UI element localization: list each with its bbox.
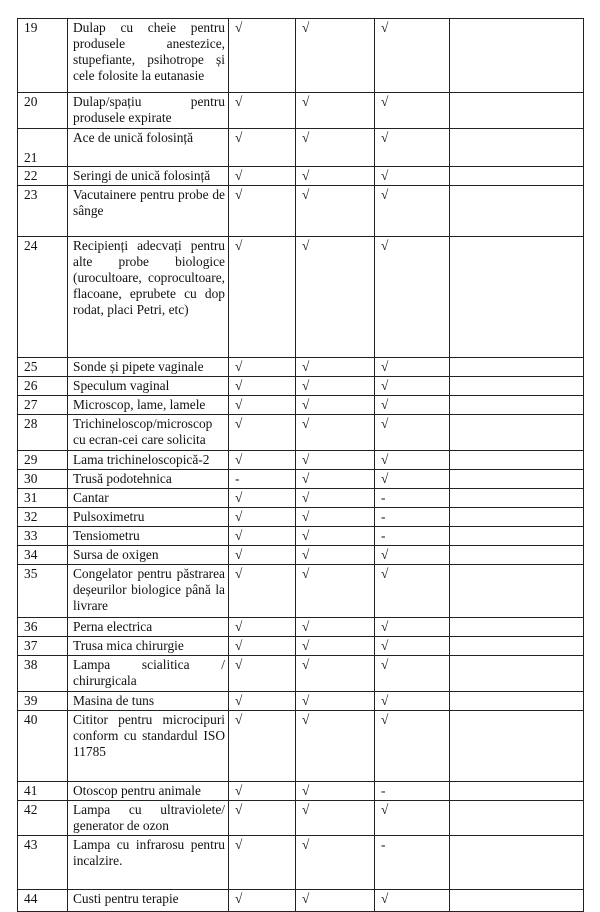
- item-description: Cititor pentru microcipuri conform cu standardul ISO 11785: [68, 711, 229, 782]
- table-row: [18, 836, 584, 890]
- mark-col3: -: [375, 508, 450, 527]
- row-number: 19: [18, 19, 68, 93]
- item-description: Perna electrica: [68, 618, 229, 637]
- mark-col3: √: [375, 93, 450, 129]
- row-number: 38: [18, 656, 68, 692]
- mark-col3: √: [375, 546, 450, 565]
- row-number: 35: [18, 565, 68, 618]
- row-number: 25: [18, 358, 68, 377]
- item-description: Otoscop pentru animale: [68, 782, 229, 801]
- mark-col2: √: [296, 19, 375, 93]
- mark-col3: √: [375, 451, 450, 470]
- mark-col3: √: [375, 186, 450, 237]
- table-row: [18, 93, 584, 129]
- mark-col3: √: [375, 890, 450, 912]
- item-description: Trusa mica chirurgie: [68, 637, 229, 656]
- table-row: [18, 656, 584, 692]
- mark-col4: [450, 546, 584, 565]
- mark-col3: √: [375, 129, 450, 167]
- table-row: [18, 358, 584, 377]
- mark-col2: √: [296, 167, 375, 186]
- row-number: 23: [18, 186, 68, 237]
- mark-col2: √: [296, 656, 375, 692]
- mark-col4: [450, 396, 584, 415]
- mark-col3: √: [375, 167, 450, 186]
- mark-col2: √: [296, 358, 375, 377]
- mark-col2: √: [296, 836, 375, 890]
- table-row: [18, 508, 584, 527]
- row-number: 32: [18, 508, 68, 527]
- item-description: Tensiometru: [68, 527, 229, 546]
- table-row: [18, 637, 584, 656]
- table-row: [18, 396, 584, 415]
- mark-col3: √: [375, 377, 450, 396]
- item-description: Custi pentru terapie: [68, 890, 229, 912]
- mark-col2: √: [296, 527, 375, 546]
- table-row: [18, 801, 584, 836]
- table-row: [18, 711, 584, 782]
- row-number: 20: [18, 93, 68, 129]
- table-row: [18, 129, 584, 167]
- item-description: Lampa cu infrarosu pentru incalzire.: [68, 836, 229, 890]
- mark-col1: √: [229, 129, 296, 167]
- mark-col3: √: [375, 19, 450, 93]
- mark-col1: √: [229, 167, 296, 186]
- mark-col2: √: [296, 546, 375, 565]
- row-number: 43: [18, 836, 68, 890]
- mark-col4: [450, 836, 584, 890]
- row-number: 31: [18, 489, 68, 508]
- mark-col2: √: [296, 129, 375, 167]
- item-description: Dulap/spațiu pentru produsele expirate: [68, 93, 229, 129]
- row-number: 30: [18, 470, 68, 489]
- table-row: [18, 167, 584, 186]
- table-row: [18, 186, 584, 237]
- mark-col4: [450, 93, 584, 129]
- row-number: 37: [18, 637, 68, 656]
- row-number: 40: [18, 711, 68, 782]
- mark-col1: √: [229, 237, 296, 358]
- item-description: Pulsoximetru: [68, 508, 229, 527]
- mark-col1: √: [229, 782, 296, 801]
- mark-col1: √: [229, 489, 296, 508]
- item-description: Trichineloscop/microscop cu ecran-cei care solicita: [68, 415, 229, 451]
- table-row: [18, 237, 584, 358]
- mark-col3: √: [375, 692, 450, 711]
- row-number: 21: [18, 129, 68, 167]
- mark-col4: [450, 527, 584, 546]
- mark-col4: [450, 451, 584, 470]
- table-row: [18, 692, 584, 711]
- row-number: 29: [18, 451, 68, 470]
- mark-col2: √: [296, 377, 375, 396]
- mark-col1: √: [229, 546, 296, 565]
- mark-col2: √: [296, 782, 375, 801]
- mark-col3: √: [375, 656, 450, 692]
- row-number: 28: [18, 415, 68, 451]
- mark-col2: √: [296, 801, 375, 836]
- mark-col4: [450, 19, 584, 93]
- mark-col1: √: [229, 836, 296, 890]
- table-row: [18, 890, 584, 912]
- mark-col1: √: [229, 93, 296, 129]
- mark-col3: √: [375, 801, 450, 836]
- item-description: Lampa scialitica / chirurgicala: [68, 656, 229, 692]
- mark-col3: √: [375, 358, 450, 377]
- mark-col4: [450, 692, 584, 711]
- mark-col2: √: [296, 890, 375, 912]
- table-row: [18, 470, 584, 489]
- mark-col2: √: [296, 415, 375, 451]
- mark-col1: √: [229, 711, 296, 782]
- equipment-table: [17, 18, 584, 912]
- mark-col3: -: [375, 527, 450, 546]
- table-row: [18, 565, 584, 618]
- mark-col4: [450, 167, 584, 186]
- mark-col1: √: [229, 801, 296, 836]
- mark-col4: [450, 415, 584, 451]
- mark-col2: √: [296, 237, 375, 358]
- mark-col3: √: [375, 711, 450, 782]
- item-description: Cantar: [68, 489, 229, 508]
- mark-col4: [450, 237, 584, 358]
- mark-col3: √: [375, 565, 450, 618]
- mark-col3: -: [375, 489, 450, 508]
- item-description: Sonde și pipete vaginale: [68, 358, 229, 377]
- table-row: [18, 19, 584, 93]
- table-row: [18, 451, 584, 470]
- mark-col2: √: [296, 711, 375, 782]
- item-description: Masina de tuns: [68, 692, 229, 711]
- table-row: [18, 618, 584, 637]
- item-description: Recipienți adecvați pentru alte probe biologice (urocultoare, coprocultoare, flacoane, eprubete cu dop rodat, placi Petri, etc): [68, 237, 229, 358]
- mark-col4: [450, 890, 584, 912]
- mark-col1: √: [229, 618, 296, 637]
- mark-col3: √: [375, 618, 450, 637]
- mark-col1: √: [229, 508, 296, 527]
- mark-col3: √: [375, 470, 450, 489]
- mark-col3: √: [375, 637, 450, 656]
- mark-col4: [450, 656, 584, 692]
- mark-col3: -: [375, 782, 450, 801]
- mark-col4: [450, 129, 584, 167]
- mark-col4: [450, 565, 584, 618]
- mark-col2: √: [296, 692, 375, 711]
- item-description: Vacutainere pentru probe de sânge: [68, 186, 229, 237]
- mark-col4: [450, 637, 584, 656]
- row-number: 22: [18, 167, 68, 186]
- mark-col4: [450, 618, 584, 637]
- table-row: [18, 546, 584, 565]
- mark-col3: √: [375, 396, 450, 415]
- mark-col4: [450, 377, 584, 396]
- mark-col2: √: [296, 396, 375, 415]
- mark-col2: √: [296, 489, 375, 508]
- item-description: Microscop, lame, lamele: [68, 396, 229, 415]
- mark-col4: [450, 358, 584, 377]
- item-description: Sursa de oxigen: [68, 546, 229, 565]
- table-row: [18, 782, 584, 801]
- mark-col1: √: [229, 565, 296, 618]
- mark-col1: √: [229, 451, 296, 470]
- row-number: 41: [18, 782, 68, 801]
- mark-col1: -: [229, 470, 296, 489]
- mark-col1: √: [229, 186, 296, 237]
- row-number: 24: [18, 237, 68, 358]
- mark-col2: √: [296, 637, 375, 656]
- mark-col1: √: [229, 692, 296, 711]
- mark-col1: √: [229, 637, 296, 656]
- mark-col1: √: [229, 656, 296, 692]
- mark-col4: [450, 801, 584, 836]
- item-description: Dulap cu cheie pentru produsele anestezice, stupefiante, psihotrope și cele folosite la eutanasie: [68, 19, 229, 93]
- item-description: Lampa cu ultraviolete/ generator de ozon: [68, 801, 229, 836]
- mark-col1: √: [229, 890, 296, 912]
- row-number: 42: [18, 801, 68, 836]
- equipment-table-body: [18, 19, 584, 912]
- mark-col1: √: [229, 377, 296, 396]
- mark-col4: [450, 470, 584, 489]
- item-description: Congelator pentru păstrarea deșeurilor biologice până la livrare: [68, 565, 229, 618]
- item-description: Seringi de unică folosință: [68, 167, 229, 186]
- item-description: Speculum vaginal: [68, 377, 229, 396]
- table-row: [18, 527, 584, 546]
- table-row: [18, 489, 584, 508]
- mark-col2: √: [296, 470, 375, 489]
- table-row: [18, 415, 584, 451]
- mark-col2: √: [296, 186, 375, 237]
- mark-col4: [450, 508, 584, 527]
- mark-col2: √: [296, 565, 375, 618]
- mark-col1: √: [229, 396, 296, 415]
- item-description: Trusă podotehnica: [68, 470, 229, 489]
- mark-col1: √: [229, 527, 296, 546]
- item-description: Lama trichineloscopică-2: [68, 451, 229, 470]
- mark-col4: [450, 711, 584, 782]
- mark-col4: [450, 186, 584, 237]
- mark-col2: √: [296, 618, 375, 637]
- row-number: 39: [18, 692, 68, 711]
- mark-col4: [450, 782, 584, 801]
- mark-col1: √: [229, 358, 296, 377]
- mark-col2: √: [296, 451, 375, 470]
- row-number: 27: [18, 396, 68, 415]
- mark-col1: √: [229, 19, 296, 93]
- mark-col1: √: [229, 415, 296, 451]
- mark-col3: √: [375, 237, 450, 358]
- mark-col2: √: [296, 93, 375, 129]
- row-number: 26: [18, 377, 68, 396]
- mark-col2: √: [296, 508, 375, 527]
- mark-col4: [450, 489, 584, 508]
- table-row: [18, 377, 584, 396]
- row-number: 36: [18, 618, 68, 637]
- item-description: Ace de unică folosință: [68, 129, 229, 167]
- row-number: 44: [18, 890, 68, 912]
- row-number: 33: [18, 527, 68, 546]
- mark-col3: √: [375, 415, 450, 451]
- mark-col3: -: [375, 836, 450, 890]
- row-number: 34: [18, 546, 68, 565]
